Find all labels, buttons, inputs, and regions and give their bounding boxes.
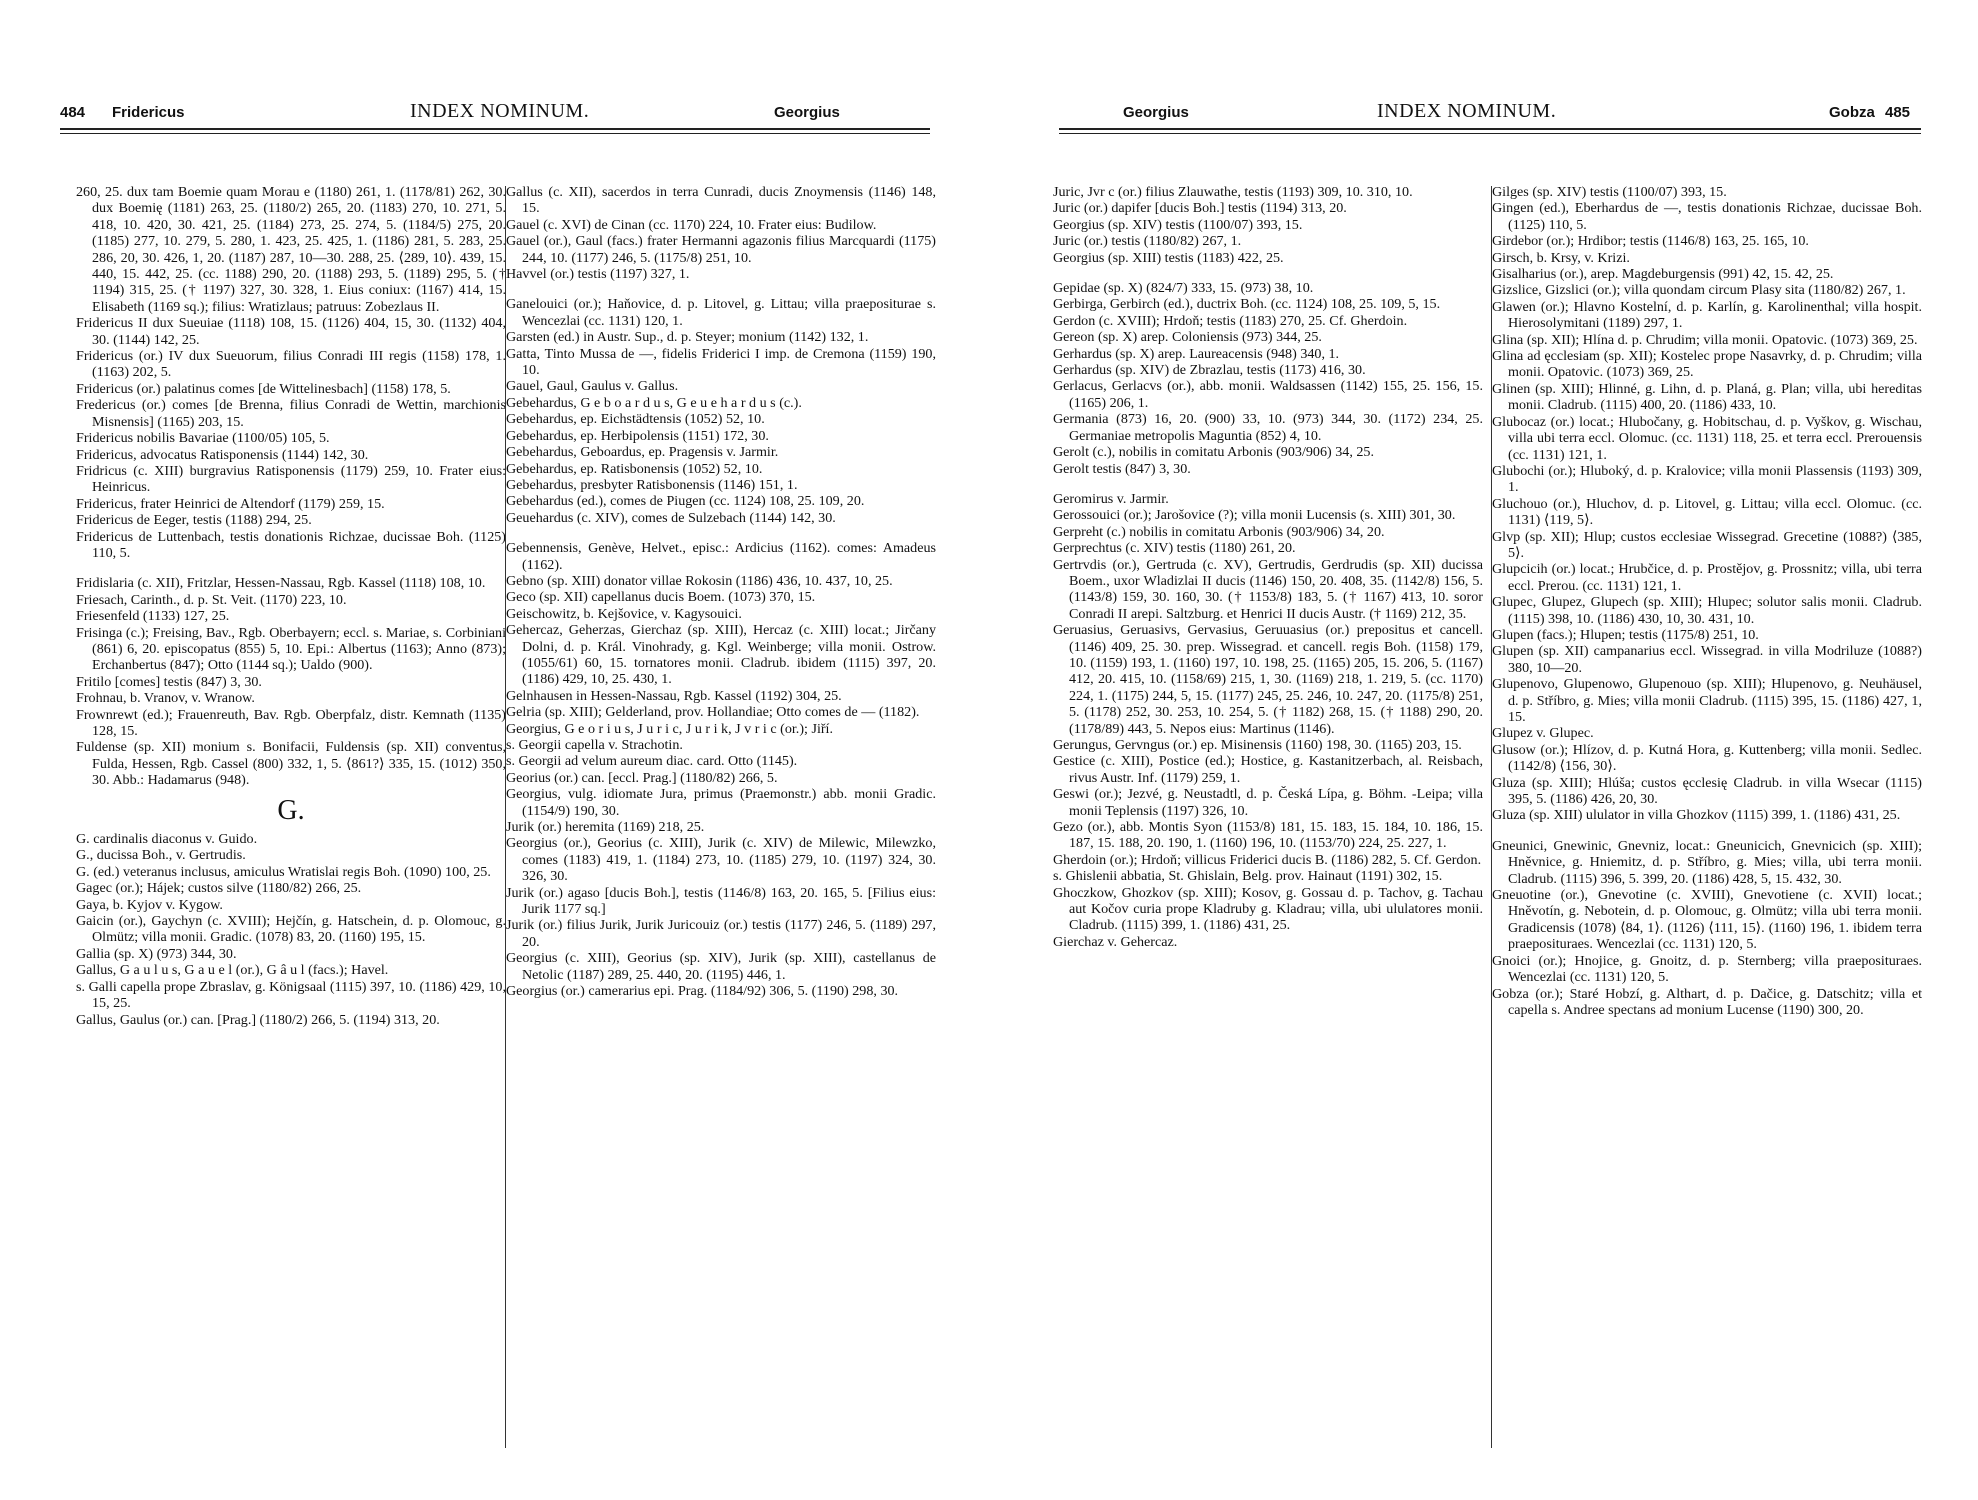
index-entry: Gilges (sp. XIV) testis (1100/07) 393, 15. [1492, 184, 1727, 200]
index-entry: Fridericus (or.) IV dux Sueuorum, filius Conradi III regis (1158) 178, 1. (1163) 202, 5. [76, 348, 506, 381]
index-entry: Gauel, Gaul, Gaulus v. Gallus. [506, 378, 679, 395]
index-entry: Gebennensis, Genève, Helvet., episc.: Ardicius (1162). comes: Amadeus (1162). [506, 540, 936, 573]
index-entry: Gebehardus, Geboardus, ep. Pragensis v. Jarmir. [506, 444, 779, 461]
right-page-column-1 [1053, 184, 1483, 1454]
index-entry: Gallus, Gaulus (or.) can. [Prag.] (1180/2) 266, 5. (1194) 313, 20. [76, 1011, 440, 1028]
index-entry: Gerolt (c.), nobilis in comitatu Arbonis (903/906) 34, 25. [1053, 444, 1374, 461]
section-letter: G. [277, 794, 305, 826]
index-entry: Gherdoin (or.); Hrdoň; villicus Friderici ducis B. (1186) 282, 5. Cf. Gerdon. [1053, 851, 1482, 868]
page-number: 484 [60, 104, 86, 121]
header-first-keyword: Fridericus [112, 104, 185, 121]
index-entry: Gelria (sp. XIII); Gelderland, prov. Hollandiae; Otto comes de — (1182). [506, 704, 920, 721]
index-entry: Gerlacus, Gerlacvs (or.), abb. monii. Waldsassen (1142) 155, 25. 156, 15. (1165) 206, 1. [1053, 378, 1483, 411]
index-entry: Georgius (or.) camerarius epi. Prag. (1184/92) 306, 5. (1190) 298, 30. [506, 983, 899, 1000]
index-entry: Gerprechtus (c. XIV) testis (1180) 261, 20. [1053, 540, 1296, 557]
index-entry: Gebehardus, ep. Herbipolensis (1151) 172, 30. [506, 427, 769, 444]
index-entry: Jurik (or.) heremita (1169) 218, 25. [506, 819, 705, 836]
index-entry: s. Ghislenii abbatia, St. Ghislain, Belg. prov. Hainaut (1191) 302, 15. [1053, 868, 1443, 885]
right-page-column-2 [1492, 184, 1922, 1454]
index-entry: Gnoici (or.); Hnojice, g. Gnoitz, d. p. Sternberg; villa praeposituraes. Wencezlai (cc. 1131) 120, 5. [1492, 952, 1922, 986]
index-entry: Glupen (sp. XII) campanarius eccl. Wissegrad. in villa Modriluze (1088?) 380, 10—20. [1492, 643, 1922, 676]
index-entry: Glupec, Glupez, Glupech (sp. XIII); Hlupec; solutor salis monii. Cladrub. (1115) 398, 10. (1186) 430, 10, 30. 431, 10. [1492, 594, 1922, 627]
left-page-column-1 [76, 184, 506, 1454]
header-rule [60, 128, 930, 130]
index-entry: Gebehardus, ep. Eichstädtensis (1052) 52, 10. [506, 411, 765, 428]
index-entry: Gerungus, Gervngus (or.) ep. Misinensis (1160) 198, 30. (1165) 203, 15. [1053, 737, 1462, 753]
index-entry: Geswi (or.); Jezvé, g. Neustadtl, d. p. Česká Lípa, g. Böhm. -Leipa; villa monii Teplensis (1197) 326, 10. [1053, 786, 1483, 819]
index-entry: Geco (sp. XII) capellanus ducis Boem. (1073) 370, 15. [506, 589, 816, 606]
index-entry: Ganelouici (or.); Haňovice, d. p. Litovel, g. Littau; villa praepositurae s. Wencezlai (cc. 1131) 120, 1. [506, 296, 936, 329]
index-entry: Gisalharius (or.), arep. Magdeburgensis (991) 42, 15. 42, 25. [1492, 266, 1834, 283]
index-entry: Glusow (or.); Hlízov, d. p. Kutná Hora, g. Kuttenberg; villa monii. Sedlec. (1142/8) ⟨156, 30⟩. [1492, 741, 1922, 775]
index-entry: Friesach, Carinth., d. p. St. Veit. (1170) 223, 10. [76, 591, 347, 608]
header-rule-thin [1059, 133, 1921, 134]
index-entry: Fridericus de Luttenbach, testis donationis Richzae, ducissae Boh. (1125) 110, 5. [76, 528, 506, 561]
header-rule-thin [60, 133, 930, 134]
index-entry: s. Georgii capella v. Strachotin. [506, 737, 683, 753]
index-entry: Juric (or.) dapifer [ducis Boh.] testis (1194) 313, 20. [1053, 200, 1347, 217]
index-entry: Gallia (sp. X) (973) 344, 30. [76, 945, 237, 962]
index-entry: Georgius, G e o r i u s, J u r i c, J u r i k, J v r i c (or.); Jiří. [506, 720, 833, 737]
index-entry: Geruasius, Geruasivs, Gervasius, Geruuasius (or.) prepositus et cancell. (1146) 409, 25. 30. prep. Wissegrad. et cancell. regis Boh. (1158) 179, 10. (1159) 193, 1. (1160) 197, 10. 198, 25. (1165) 205, 15. 206, 5. (1167) 412, 20. 415, 10. (1158/69) 215, 1, 30. (1169) 218, 1. 219, 5. (cc. 1170) 224, 1. (1175) 244, 5, 15. (1177) 245, 25. 246, 10. 247, 20. (1175/8) 251, 5. (1178) 252, 30. 253, 10. 254, 5. († 1182) 268, 15. († 1188) 290, 20. (1178/89) 443, 5. Nepos eius: Martinus (1146). [1053, 622, 1483, 737]
index-entry: Gebehardus, ep. Ratisbonensis (1052) 52, 10. [506, 460, 763, 477]
index-entry: Gluchouo (or.), Hluchov, d. p. Litovel, g. Littau; villa eccl. Olomuc. (cc. 1131) ⟨119, 5⟩. [1492, 495, 1922, 529]
index-entry: Fritilo [comes] testis (847) 3, 30. [76, 673, 262, 690]
index-entry: Gallus (c. XII), sacerdos in terra Cunradi, ducis Znoymensis (1146) 148, 15. [506, 184, 936, 217]
index-entry: Gallus, G a u l u s, G a u e l (or.), G â u l (facs.); Havel. [76, 962, 389, 979]
index-entry: Fredericus (or.) comes [de Brenna, filius Conradi de Wettin, marchionis Misnensis] (1165) 203, 15. [76, 397, 506, 430]
index-entry: Glubochi (or.); Hluboký, d. p. Kralovice; villa monii Plassensis (1193) 309, 1. [1492, 462, 1922, 496]
right-page [989, 0, 1978, 1500]
index-entry: Gierchaz v. Gehercaz. [1053, 933, 1178, 950]
running-header [1059, 100, 1921, 128]
index-entry: Gertrvdis (or.), Gertruda (c. XV), Gertrudis, Gerdrudis (sp. XII) ducissa Boem., uxor Wladizlai II ducis (1146) 150, 20. 408, 35. (1142/8) 156, 5. (1143/8) 159, 30. 160, 30. († 1153/8) 183, 5. († 1167) 413, 10. soror Conradi II arepi. Saltzburg. et Henrici II ducis Austr. († 1169) 212, 35. [1053, 556, 1483, 622]
index-entry: Frownrewt (ed.); Frauenreuth, Bav. Rgb. Oberpfalz, distr. Kemnath (1135) 128, 15. [76, 706, 506, 739]
index-entry: s. Galli capella prope Zbraslav, g. Königsaal (1115) 397, 10. (1186) 429, 10, 15, 25. [76, 978, 506, 1012]
index-entry: Gaya, b. Kyjov v. Kygow. [76, 896, 223, 913]
index-entry: Gerossouici (or.); Jarošovice (?); villa monii Lucensis (s. XIII) 301, 30. [1053, 507, 1456, 524]
index-entry: Georgius (sp. XIV) testis (1100/07) 393, 15. [1053, 216, 1303, 233]
index-entry: Glinen (sp. XIII); Hlinné, g. Lihn, d. p. Planá, g. Plan; villa, ubi hereditas monii. Cladrub. (1115) 400, 20. (1186) 433, 10. [1492, 380, 1922, 414]
index-entry: Glawen (or.); Hlavno Kostelní, d. p. Karlín, g. Karolinenthal; villa hospit. Hierosolymitani (1189) 297, 1. [1492, 298, 1922, 332]
running-header [60, 100, 930, 128]
index-entry: Gizslice, Gizslici (or.); villa quondam circum Plasy sita (1180/82) 267, 1. [1492, 282, 1906, 299]
index-entry: Gepidae (sp. X) (824/7) 333, 15. (973) 38, 10. [1053, 280, 1314, 297]
index-entry: Gauel (c. XVI) de Cinan (cc. 1170) 224, 10. Frater eius: Budilow. [506, 216, 877, 233]
index-entry: Glvp (sp. XII); Hlup; custos ecclesiae Wissegrad. Grecetine (1088?) ⟨385, 5⟩. [1492, 528, 1922, 561]
index-entry: Fridericus de Eeger, testis (1188) 294, 25. [76, 512, 312, 529]
index-entry: Gelnhausen in Hessen-Nassau, Rgb. Kassel (1192) 304, 25. [506, 687, 842, 704]
index-entry: Ghoczkow, Ghozkov (sp. XIII); Kosov, g. Gossau d. p. Tachov, g. Tachau aut Kočov curia prope Kladruby g. Kladrau; villa, ubi ululatores monii. Cladrub. (1115) 399, 1. (1186) 431, 25. [1053, 884, 1483, 934]
index-entry: Gerolt testis (847) 3, 30. [1053, 460, 1191, 477]
index-entry: Glupenovo, Glupenowo, Glupenouo (sp. XIII); Hlupenovo, g. Neuhäusel, d. p. Stříbro, g. Mies; villa monii Cladrub. (1115) 395, 15. (1186) 427, 1, 15. [1492, 676, 1922, 725]
index-entry: Jurik (or.) agaso [ducis Boh.], testis (1146/8) 163, 20. 165, 5. [Filius eius: Jurik 1177 sq.] [506, 884, 936, 918]
index-entry: Gneuotine (or.), Gnevotine (c. XVIII), Gnevotiene (c. XVII) locat.; Hněvotín, g. Nebotein, d. p. Olomouc, g. Olmütz; villa ubi terra monii. Gradicensis (1078) ⟨84, 1⟩. (1126) ⟨111, 15⟩. (1160) 196, 1. ibidem terra praeposituraes. Wencezlai (cc. 1131) 120, 5. [1492, 887, 1922, 953]
index-entry: G., ducissa Boh., v. Gertrudis. [76, 847, 246, 864]
index-entry: Gluza (sp. XIII); Hlúša; custos ęcclesię Cladrub. in villa Wsecar (1115) 395, 5. (1186) 426, 20, 30. [1492, 774, 1922, 808]
index-entry: G. cardinalis diaconus v. Guido. [76, 831, 258, 848]
index-entry: Gebehardus, presbyter Ratisbonensis (1146) 151, 1. [506, 476, 798, 493]
index-entry: Girdebor (or.); Hrdibor; testis (1146/8) 163, 25. 165, 10. [1492, 233, 1809, 250]
index-entry: Fridericus (or.) palatinus comes [de Wittelinesbach] (1158) 178, 5. [76, 380, 451, 397]
index-entry: Fridislaria (c. XII), Fritzlar, Hessen-Nassau, Rgb. Kassel (1118) 108, 10. [76, 575, 486, 592]
index-entry: Geuehardus (c. XIV), comes de Sulzebach (1144) 142, 30. [506, 509, 836, 526]
index-entry: Juric, Jvr c (or.) filius Zlauwathe, testis (1193) 309, 10. 310, 10. [1053, 184, 1413, 200]
index-entry: Georgius (or.), Georius (c. XIII), Jurik (c. XIV) de Milewic, Milewzko, comes (1183) 419, 1. (1184) 273, 10. (1185) 279, 10. (1197) 324, 30. 326, 30. [506, 835, 936, 885]
header-last-keyword: Gobza [1829, 104, 1875, 121]
index-entry: Georgius (sp. XIII) testis (1183) 422, 25. [1053, 249, 1284, 266]
index-entry: Gerdon (c. XVIII); Hrdoň; testis (1183) 270, 25. Cf. Gherdoin. [1053, 312, 1408, 329]
left-page-column-2 [506, 184, 936, 1454]
index-entry: Havvel (or.) testis (1197) 327, 1. [506, 266, 690, 283]
index-entry: Gebno (sp. XIII) donator villae Rokosin (1186) 436, 10. 437, 10, 25. [506, 572, 893, 589]
header-rule [1059, 128, 1921, 130]
index-entry: Glupen (facs.); Hlupen; testis (1175/8) 251, 10. [1492, 626, 1759, 643]
index-entry: Jurik (or.) filius Jurik, Jurik Juricouiz (or.) testis (1177) 246, 5. (1189) 297, 20. [506, 917, 936, 950]
index-entry: Georius (or.) can. [eccl. Prag.] (1180/82) 266, 5. [506, 769, 778, 786]
index-entry: Gagec (or.); Hájek; custos silve (1180/82) 266, 25. [76, 880, 362, 897]
index-entry: Fridericus II dux Sueuiae (1118) 108, 15. (1126) 404, 15, 30. (1132) 404, 30. (1144) 142, 25. [76, 315, 506, 348]
index-entry: Gerpreht (c.) nobilis in comitatu Arbonis (903/906) 34, 20. [1053, 523, 1385, 540]
index-entry: Gebehardus (ed.), comes de Piugen (cc. 1124) 108, 25. 109, 20. [506, 493, 865, 510]
index-entry: Germania (873) 16, 20. (900) 33, 10. (973) 344, 30. (1172) 234, 25. Germaniae metropolis Maguntia (852) 4, 10. [1053, 411, 1483, 444]
index-entry: Gatta, Tinto Mussa de —, fidelis Friderici I imp. de Cremona (1159) 190, 10. [506, 345, 936, 379]
index-entry: Georgius, vulg. idiomate Jura, primus (Praemonstr.) abb. monii Gradic. (1154/9) 190, 30. [506, 786, 936, 819]
index-entry: Gaicin (or.), Gaychyn (c. XVIII); Hejčín, g. Hatschein, d. p. Olomouc, g. Olmütz; villa monii. Gradic. (1078) 83, 20. (1160) 195, 15. [76, 913, 506, 946]
index-entry: Fuldense (sp. XII) monium s. Bonifacii, Fuldensis (sp. XII) conventus, Fulda, Hessen, Rgb. Cassel (800) 332, 1, 5. ⟨861?⟩ 335, 15. (1012) 350, 30. Abb.: Hadamarus (948). [76, 739, 506, 789]
index-entry: Girsch, b. Krsy, v. Krizi. [1492, 249, 1630, 266]
header-last-keyword: Georgius [774, 104, 840, 121]
index-entry: Geischowitz, b. Kejšovice, v. Kagysouici. [506, 605, 742, 622]
index-entry: Gerhardus (sp. X) arep. Laureacensis (948) 340, 1. [1053, 345, 1340, 362]
index-entry: Frohnau, b. Vranov, v. Wranow. [76, 690, 255, 707]
index-entry: Juric (or.) testis (1180/82) 267, 1. [1053, 233, 1242, 250]
index-entry: Glubocaz (or.) locat.; Hlubočany, g. Hobitschau, d. p. Vyškov, g. Wischau, villa ubi terra eccl. Olomuc. (cc. 1131) 118, 25. et terra eccl. Prerouensis (cc. 1131) 121, 1. [1492, 413, 1922, 463]
index-entry: Fridericus, frater Heinrici de Altendorf (1179) 259, 15. [76, 495, 385, 512]
index-entry: Gluza (sp. XIII) ululator in villa Ghozkov (1115) 399, 1. (1186) 431, 25. [1492, 807, 1901, 824]
index-entry: Friesenfeld (1133) 127, 25. [76, 608, 230, 625]
header-title: INDEX NOMINUM. [410, 100, 590, 122]
index-entry: Gauel (or.), Gaul (facs.) frater Hermanni agazonis filius Marcquardi (1175) 244, 10. (1177) 246, 5. (1175/8) 251, 10. [506, 233, 936, 266]
index-entry: Gebehardus, G e b o a r d u s, G e u e h a r d u s (c.). [506, 394, 802, 411]
index-entry: Gezo (or.), abb. Montis Syon (1153/8) 181, 15. 183, 15. 184, 10. 186, 15. 187, 15. 188, 20. 190, 1. (1160) 196, 10. (1153/70) 224, 25. 227, 1. [1053, 819, 1483, 852]
index-entry: s. Georgii ad velum aureum diac. card. Otto (1145). [506, 753, 798, 770]
header-title: INDEX NOMINUM. [1377, 100, 1557, 122]
index-entry: Fridricus (c. XIII) burgravius Ratisponensis (1179) 259, 10. Frater eius: Heinricus. [76, 462, 506, 496]
index-entry: Georgius (c. XIII), Georius (sp. XIV), Jurik (sp. XIII), castellanus de Netolic (1187) 289, 25. 440, 20. (1195) 446, 1. [506, 950, 936, 983]
index-entry: Gingen (ed.), Eberhardus de —, testis donationis Richzae, ducissae Boh. (1125) 110, 5. [1492, 200, 1922, 233]
index-entry: Fridericus nobilis Bavariae (1100/05) 105, 5. [76, 430, 330, 447]
index-entry: Garsten (ed.) in Austr. Sup., d. p. Steyer; monium (1142) 132, 1. [506, 329, 869, 346]
index-entry: Gereon (sp. X) arep. Coloniensis (973) 344, 25. [1053, 329, 1322, 346]
header-first-keyword: Georgius [1123, 104, 1189, 121]
index-entry: Gneunici, Gnewinic, Gnevniz, locat.: Gneunicich, Gnevnicich (sp. XIII); Hněvnice, g. Hniemitz, d. p. Stříbro, g. Mies; villa, ubi terra monii. Cladrub. (1115) 396, 5. 399, 20. (1186) 428, 5, 15. 432, 30. [1492, 837, 1922, 887]
page-number: 485 [1885, 104, 1911, 121]
index-entry: 260, 25. dux tam Boemie quam Morau e (1180) 261, 1. (1178/81) 262, 30. dux Boemię (1181) 263, 25. (1180/2) 265, 20. (1183) 270, 10. 271, 5. 418, 10. 420, 30. 421, 25. (1184) 273, 25. 274, 5. (1184/5) 275, 20. (1185) 277, 10. 279, 5. 280, 1. 423, 25. 425, 1. (1186) 281, 5. 283, 25. 286, 20, 30. 426, 1, 20. (1187) 287, 10—30. 288, 25. ⟨289, 10⟩. 439, 15. 440, 15. 442, 25. (cc. 1188) 290, 20. (1188) 293, 5. (1189) 295, 5. († 1194) 315, 25. († 1197) 327, 30. 328, 1. Eius coniux: (1167) 414, 15. Elisabeth (1169 sq.); filius: Wratizlaus; patruus: Zobezlaus II. [76, 184, 506, 315]
index-entry: Gobza (or.); Staré Hobzí, g. Althart, d. p. Dačice, g. Datschitz; villa et capella s. Andree spectans ad monium Lucense (1190) 300, 20. [1492, 985, 1922, 1018]
index-entry: Glina (sp. XII); Hlína d. p. Chrudim; villa monii. Opatovic. (1073) 369, 25. [1492, 331, 1918, 348]
index-entry: Frisinga (c.); Freising, Bav., Rgb. Oberbayern; eccl. s. Mariae, s. Corbiniani (861) 6, 20. episcopatus (855) 5, 10. Epi.: Albertus (1163); Anno (873); Erchanbertus (847); Otto (1144 sq.); Ualdo (900). [76, 624, 506, 674]
index-entry: G. (ed.) veteranus inclusus, amiculus Wratislai regis Boh. (1090) 100, 25. [76, 863, 491, 880]
index-entry: Gerbirga, Gerbirch (ed.), ductrix Boh. (cc. 1124) 108, 25. 109, 5, 15. [1053, 296, 1441, 313]
index-entry: Glina ad ęcclesiam (sp. XII); Kostelec prope Nasavrky, d. p. Chrudim; villa monii. Opatovic. (1073) 369, 25. [1492, 348, 1922, 381]
index-entry: Glupez v. Glupec. [1492, 725, 1594, 742]
index-entry: Gerhardus (sp. XIV) de Zbrazlau, testis (1173) 416, 30. [1053, 362, 1366, 379]
index-entry: Glupcicih (or.) locat.; Hrubčice, d. p. Prostějov, g. Prossnitz; villa, ubi terra eccl. Prerou. (cc. 1131) 121, 1. [1492, 561, 1922, 594]
index-entry: Geromirus v. Jarmir. [1053, 490, 1169, 507]
index-entry: Fridericus, advocatus Ratisponensis (1144) 142, 30. [76, 446, 369, 463]
index-entry: Gehercaz, Geherzas, Gierchaz (sp. XIII), Hercaz (c. XIII) locat.; Jirčany Dolni, d. p. Král. Vinohrady, g. Kgl. Weinberge; villa monii. Ostrow. (1055/61) 60, 15. tornatores monii. Cladrub. ibidem (1115) 397, 20. (1186) 429, 10, 25. 430, 1. [506, 622, 936, 688]
index-entry: Gestice (c. XIII), Postice (ed.); Hostice, g. Kastanitzerbach, al. Reisbach, rivus Austr. Inf. (1179) 259, 1. [1053, 753, 1483, 786]
